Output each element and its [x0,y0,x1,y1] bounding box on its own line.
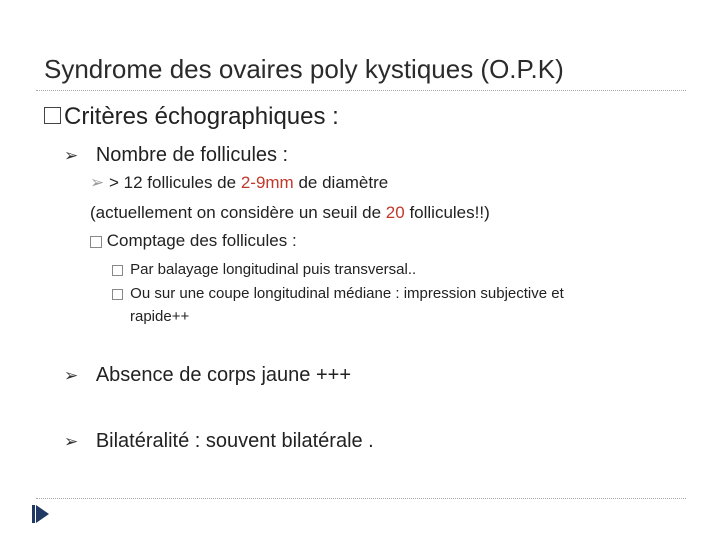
arrow-bullet-icon: ➢ [64,366,79,385]
note-value: 20 [385,203,405,222]
corpus-text: Absence de corps jaune +++ [95,364,351,386]
bilateral-text: Bilatéralité : souvent bilatérale . [95,430,374,452]
square-bullet-icon [112,289,123,300]
nav-marker-bar [32,505,35,523]
list-item-scan2 [112,285,564,302]
slide-title: Syndrome des ovaires poly kystiques (O.P.K) [44,54,564,84]
count-size: 2-9mm [240,173,294,192]
list-item-count [90,173,388,193]
square-bullet-icon [90,236,102,248]
list-item-follicles [64,144,288,167]
scan2-text: Ou sur une coupe longitudinal médiane : impression subjective et [130,285,564,302]
footer-divider [36,498,686,499]
note-suffix: follicules!!) [404,203,490,222]
count-text: > 12 follicules de [108,173,241,192]
counting-text: Comptage des follicules : [106,231,297,250]
list-item-label: Nombre de follicules : [95,144,289,166]
square-bullet-icon [44,107,61,124]
scan1-text: Par balayage longitudinal puis transversal.. [130,261,417,278]
square-bullet-icon [112,265,123,276]
section-heading-text: Critères échographiques : [64,103,339,130]
list-item-bilateral [64,430,374,453]
arrow-bullet-icon: ➢ [64,146,79,165]
arrow-bullet-icon: ➢ [64,432,79,451]
section-heading [44,103,339,131]
list-item-scan1 [112,261,416,278]
count-suffix: de diamètre [293,173,389,192]
list-item-corpus [64,364,351,387]
arrow-bullet-icon: ➢ [90,173,105,192]
scan2-continuation: rapide++ [130,308,190,325]
list-item-counting [90,231,297,251]
nav-marker-icon [36,505,49,523]
title-divider [36,90,686,91]
list-item-note [90,203,490,223]
note-text: (actuellement on considère un seuil de [90,203,386,222]
